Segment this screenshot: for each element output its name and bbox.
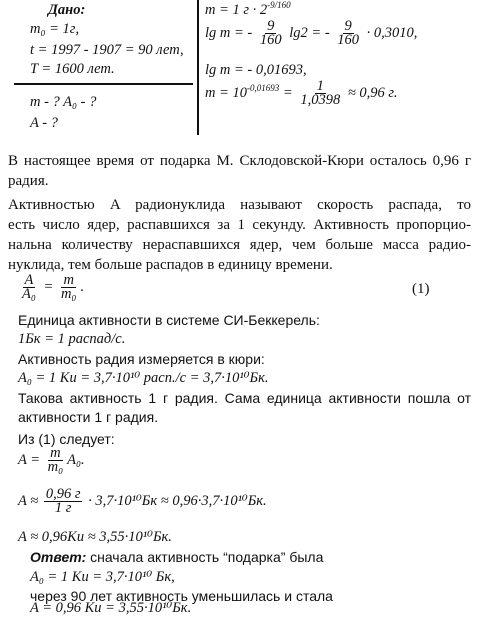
paragraph-2-line-1: Активностью A радионуклида называют скорость распада, то [8,197,471,213]
frac-den: A₀ [22,286,36,302]
given-T: T = 1600 лет. [30,61,115,77]
solution-l4-b: = [282,84,293,101]
answer-line-3: через 90 лет активность уменьшилась и стала [30,588,333,604]
fraction-grams [44,488,83,515]
find-A: A - ? [30,115,58,131]
answer-text: сначала активность “подарка” была [90,549,324,565]
solution-line-4 [205,80,398,107]
frac-num: 9 [344,18,352,34]
frac-num: m [50,445,61,461]
answer-line-2: A₀ = 1 Ku = 3,7·10¹⁰ Бк, [30,569,175,585]
solution-l4-exp: -0,01693 [247,83,280,93]
equation-3 [18,488,267,515]
solution-l2-a: lg m = - [205,24,253,41]
paragraph-3-line-1: Такова активность 1 г радия. Сама единица активности пошла от [18,390,471,406]
equation-4: A ≈ 0,96Ku ≈ 3,55·10¹⁰Бк. [18,529,172,545]
paragraph-2-line-3: нальна количеству нераспавшихся ядер, чем больше масса радио- [8,237,471,253]
becquerel-definition: 1Бк = 1 распад/с. [18,331,126,347]
paragraph-2-line-2: есть число ядер, распавшихся за 1 секунду. Активность пропорцио- [8,217,471,233]
solution-l2-c: · 0,3010, [366,24,418,41]
equation-number: (1) [412,281,430,297]
eq3-a: A ≈ [18,492,39,509]
frac-den: m₀ [60,286,77,302]
frac-num: 9 [267,18,275,34]
unit-si-heading: Единица активности в системе СИ-Беккерель: [18,312,320,328]
solution-line-3: lg m = - 0,01693, [205,62,307,78]
equation-1: $\frac{A}{\text{A₀}}$ = $\frac{m}{\text{m₀}}$ . [22,272,85,302]
paragraph-3-line-2: активности 1 г радия. [18,409,159,425]
solution-l1-text: m = 1 г · 2 [205,2,268,18]
solution-l4-a: m = 10 [205,84,248,101]
curie-intro: Активность радия измеряется в кюри: [18,351,265,367]
a0-definition: A₀ = 1 Ku = 3,7·10¹⁰ расп./с = 3,7·10¹⁰Бк. [18,370,269,386]
answer-label: Ответ: [30,549,87,565]
frac-num: 0,96 г [45,486,81,502]
frac-den: 160 [337,32,360,48]
given-t: t = 1997 - 1907 = 90 лет, [30,42,184,58]
eq3-b: · 3,7·10¹⁰Бк ≈ 0,96·3,7·10¹⁰Бк. [88,492,267,509]
solution-l1-exp: -9/160 [267,0,291,11]
fraction-A-A0 [20,274,38,301]
equation-2 [18,447,85,474]
eq2-a: A = [18,451,41,468]
given-divider [14,83,193,85]
given-m0: m₀ = 1г, [30,21,80,37]
fraction-9-160-b [335,20,361,47]
find-m-A0: m - ? A₀ - ? [30,94,97,110]
eq1-dot: . [80,278,85,295]
paragraph-1-line-2: радия. [8,173,49,189]
fraction-9-160-a [258,20,284,47]
frac-den: m₀ [47,459,64,475]
fraction-m-m0 [59,274,79,301]
frac-num: A [24,272,34,288]
solution-line-2 [205,20,417,47]
answer-line-4: A = 0,96 Ku = 3,55·10¹⁰Бк. [30,600,192,616]
given-title: Дано: [48,2,86,18]
solution-line-1 [205,2,291,19]
frac-den: 1,0398 [300,92,341,108]
paragraph-2-line-4: нуклида, тем больше распадов в единицу времени. [8,257,333,273]
given-vertical-divider [197,0,199,135]
frac-num: m [63,272,74,288]
frac-den: 160 [259,32,282,48]
solution-l4-c: ≈ 0,96 г. [347,84,398,101]
solution-l2-b: lg2 = - [289,24,330,41]
frac-num: 1 [316,78,324,94]
frac-den: 1 г [54,500,72,516]
from-1-follows: Из (1) следует: [18,431,115,447]
eq2-b: A₀. [67,451,85,468]
paragraph-1-line-1: В настоящее время от подарка М. Склодовской-Кюри осталось 0,96 г [8,153,471,169]
fraction-m-m0-2 [46,447,66,474]
fraction-1-10398 [298,80,342,107]
answer-line-1 [30,549,323,567]
